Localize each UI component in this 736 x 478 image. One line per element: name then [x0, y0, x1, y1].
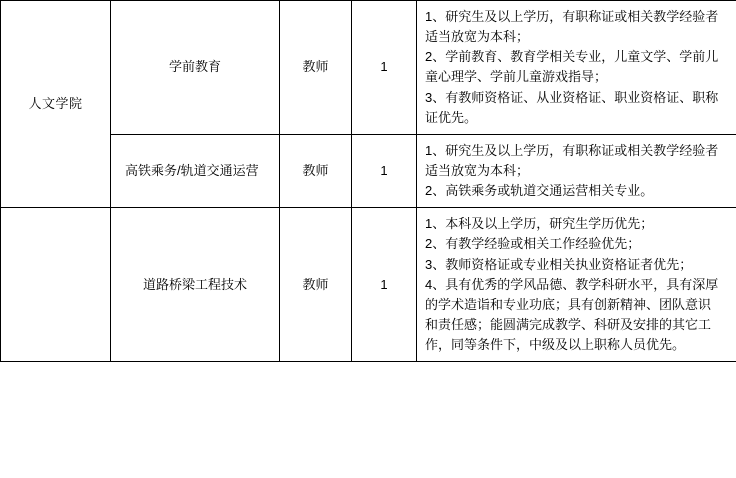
- requirement-line: 和责任感；能圆满完成教学、科研及安排的其它工: [425, 316, 712, 332]
- cell-position: 教师: [280, 134, 352, 207]
- cell-requirements: [417, 208, 736, 362]
- requirement-line: 1、本科及以上学历，研究生学历优先；: [425, 216, 654, 232]
- requirement-line: 4、具有优秀的学风品德、教学科研水平，具有深厚: [425, 276, 719, 292]
- requirement-line: 作，同等条件下，中级及以上职称人员优先。: [425, 337, 686, 353]
- requirement-line: 2、有教学经验或相关工作经验优先；: [425, 236, 641, 252]
- cell-department: 人文学院: [1, 1, 111, 208]
- cell-major: 高铁乘务/轨道交通运营: [111, 134, 280, 207]
- cell-requirements: [417, 134, 736, 207]
- requirement-line: 1、研究生及以上学历，有职称证或相关教学经验者: [425, 142, 719, 158]
- cell-major: 学前教育: [111, 1, 280, 135]
- cell-requirements: [417, 1, 736, 135]
- cell-position: 教师: [280, 1, 352, 135]
- requirement-line: 证优先。: [425, 109, 478, 125]
- table-row: [1, 1, 736, 135]
- requirement-line: 2、学前教育、教育学相关专业，儿童文学、学前儿: [425, 49, 719, 65]
- requirement-line: 2、高铁乘务或轨道交通运营相关专业。: [425, 183, 654, 199]
- requirement-line: 童心理学、学前儿童游戏指导；: [425, 69, 608, 85]
- cell-department: [1, 208, 111, 362]
- cell-major: 道路桥梁工程技术: [111, 208, 280, 362]
- requirement-line: 1、研究生及以上学历，有职称证或相关教学经验者: [425, 9, 719, 24]
- requirement-line: 适当放宽为本科；: [425, 162, 530, 178]
- requirement-line: 3、教师资格证或专业相关执业资格证者优先；: [425, 256, 693, 272]
- table-row: [1, 208, 736, 362]
- requirement-line: 的学术造诣和专业功底；具有创新精神、团队意识: [425, 296, 712, 312]
- cell-headcount: 1: [352, 1, 417, 135]
- requirement-line: 3、有教师资格证、从业资格证、职业资格证、职称: [425, 89, 719, 105]
- requirement-line: 适当放宽为本科；: [425, 29, 530, 45]
- table-row: [1, 134, 736, 207]
- cell-headcount: 1: [352, 134, 417, 207]
- cell-headcount: 1: [352, 208, 417, 362]
- cell-position: 教师: [280, 208, 352, 362]
